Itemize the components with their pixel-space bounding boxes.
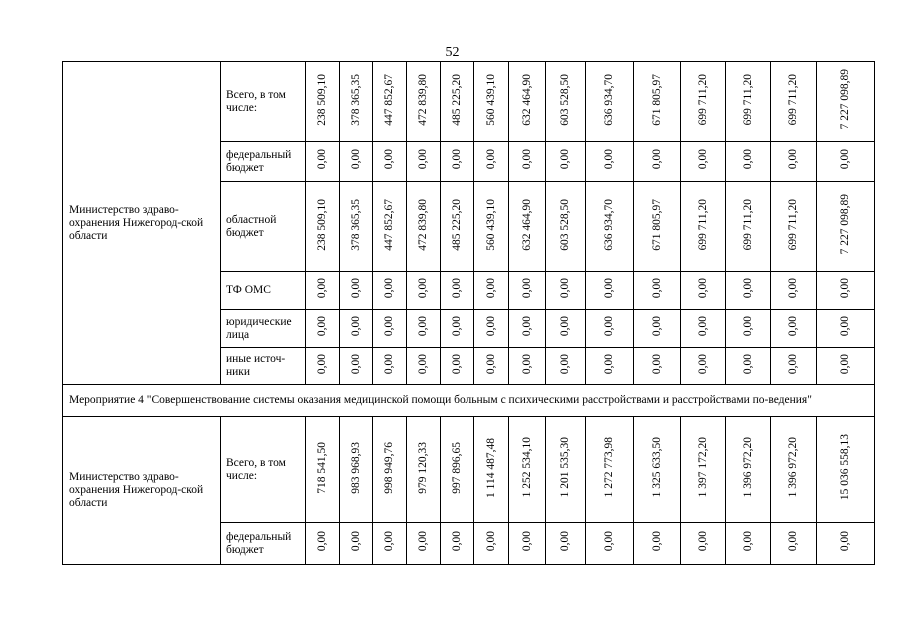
value-cell (681, 348, 726, 385)
value-cell (817, 417, 875, 523)
value-text: 0,00 (741, 149, 754, 170)
value-cell (509, 182, 546, 272)
value-text: 0,00 (696, 149, 709, 170)
value-text: 0,00 (450, 531, 463, 552)
value-cell (407, 62, 441, 142)
value-cell (586, 142, 634, 182)
value-text: 1 325 633,50 (650, 437, 663, 498)
value-text: 0,00 (484, 353, 497, 375)
value-text: 0,00 (417, 316, 429, 337)
value-cell (681, 142, 726, 182)
value-cell (726, 182, 771, 272)
value-cell (634, 310, 681, 348)
value-text: 7 227 098,89 (839, 69, 851, 130)
value-cell (509, 348, 546, 385)
value-cell (441, 417, 474, 523)
value-text: 699 711,20 (696, 73, 709, 126)
value-cell (817, 310, 875, 348)
value-cell (546, 272, 586, 310)
value-text: 378 365,35 (349, 73, 362, 126)
value-cell (306, 417, 340, 523)
value-text: 0,00 (383, 149, 395, 170)
value-text: 699 711,20 (741, 73, 754, 126)
value-text: 447 852,67 (383, 73, 395, 126)
organization-cell: Министерство здраво-охранения Нижегород-ской области (63, 417, 221, 565)
value-text: 0,00 (417, 353, 429, 375)
value-text: 485 225,20 (450, 73, 463, 126)
value-text: 0,00 (484, 278, 497, 299)
value-text: 0,00 (787, 316, 799, 337)
value-text: 0,00 (559, 353, 571, 375)
value-cell (634, 417, 681, 523)
value-text: 603 528,50 (559, 73, 571, 126)
value-text: 0,00 (316, 278, 328, 299)
value-text: 0,00 (383, 278, 395, 299)
value-cell (509, 310, 546, 348)
value-cell (681, 310, 726, 348)
value-cell (407, 523, 441, 565)
value-text: 0,00 (316, 316, 328, 337)
value-cell (546, 310, 586, 348)
value-text: 0,00 (349, 353, 362, 375)
value-text: 1 272 773,98 (603, 437, 615, 498)
value-text: 0,00 (603, 316, 615, 337)
value-cell (771, 142, 817, 182)
value-text: 7 227 098,89 (839, 194, 851, 255)
value-cell (373, 417, 407, 523)
value-cell (771, 348, 817, 385)
value-cell (817, 348, 875, 385)
value-cell (407, 417, 441, 523)
value-cell (441, 182, 474, 272)
value-cell (586, 310, 634, 348)
value-text: 699 711,20 (787, 198, 799, 251)
value-cell (726, 348, 771, 385)
value-cell (586, 523, 634, 565)
value-text: 718 541,50 (316, 441, 328, 494)
value-cell (340, 417, 373, 523)
value-text: 0,00 (839, 278, 851, 299)
value-cell (474, 182, 509, 272)
funding-source-cell: областной бюджет (221, 182, 306, 272)
value-cell (306, 142, 340, 182)
funding-source-cell: федеральный бюджет (221, 142, 306, 182)
value-text: 0,00 (520, 278, 533, 299)
value-cell (546, 417, 586, 523)
value-cell (726, 272, 771, 310)
value-text: 979 120,33 (417, 441, 429, 494)
value-text: 671 805,97 (650, 73, 663, 126)
value-cell (509, 417, 546, 523)
value-cell (634, 182, 681, 272)
value-cell (340, 142, 373, 182)
value-cell (509, 142, 546, 182)
value-text: 0,00 (650, 316, 663, 337)
value-text: 0,00 (696, 531, 709, 552)
value-text: 0,00 (603, 353, 615, 375)
value-cell (817, 182, 875, 272)
value-cell (546, 182, 586, 272)
value-text: 560 439,10 (484, 198, 497, 251)
value-cell (373, 62, 407, 142)
value-text: 0,00 (450, 149, 463, 170)
value-cell (441, 272, 474, 310)
value-cell (407, 142, 441, 182)
value-cell (509, 523, 546, 565)
value-cell (586, 417, 634, 523)
value-text: 699 711,20 (741, 198, 754, 251)
value-text: 1 396 972,20 (741, 437, 754, 498)
value-cell (441, 348, 474, 385)
value-text: 0,00 (696, 353, 709, 375)
value-text: 699 711,20 (787, 73, 799, 126)
value-cell (340, 62, 373, 142)
value-cell (546, 523, 586, 565)
value-text: 0,00 (484, 531, 497, 552)
value-text: 0,00 (839, 316, 851, 337)
value-cell (474, 310, 509, 348)
value-text: 0,00 (787, 531, 799, 552)
value-text: 238 509,10 (316, 73, 328, 126)
value-text: 0,00 (383, 353, 395, 375)
value-cell (306, 310, 340, 348)
value-cell (681, 523, 726, 565)
value-text: 636 934,70 (603, 73, 615, 126)
value-cell (509, 62, 546, 142)
value-text: 0,00 (787, 149, 799, 170)
funding-source-cell: юридические лица (221, 310, 306, 348)
value-cell (681, 182, 726, 272)
value-text: 0,00 (696, 278, 709, 299)
value-cell (441, 310, 474, 348)
value-cell (373, 272, 407, 310)
value-cell (407, 272, 441, 310)
value-text: 485 225,20 (450, 198, 463, 251)
value-cell (586, 272, 634, 310)
event-row (63, 385, 875, 417)
page-number: 52 (445, 45, 460, 60)
value-text: 0,00 (787, 278, 799, 299)
value-cell (306, 62, 340, 142)
value-text: 0,00 (383, 316, 395, 337)
value-text: 0,00 (383, 531, 395, 552)
value-text: 699 711,20 (696, 198, 709, 251)
value-text: 0,00 (839, 353, 851, 375)
value-cell (474, 272, 509, 310)
value-cell (373, 348, 407, 385)
value-text: 0,00 (417, 531, 429, 552)
funding-source-cell: Всего, в том числе: (221, 417, 306, 523)
value-text: 0,00 (559, 149, 571, 170)
value-cell (771, 310, 817, 348)
funding-source-cell: Всего, в том числе: (221, 62, 306, 142)
value-text: 0,00 (520, 149, 533, 170)
value-cell (681, 272, 726, 310)
value-cell (340, 272, 373, 310)
value-cell (586, 348, 634, 385)
value-text: 0,00 (603, 149, 615, 170)
value-text: 1 396 972,20 (787, 437, 799, 498)
value-cell (634, 523, 681, 565)
value-text: 0,00 (484, 316, 497, 337)
value-text: 1 114 487,48 (484, 437, 497, 498)
value-text: 1 397 172,20 (696, 437, 709, 498)
value-cell (634, 272, 681, 310)
value-text: 0,00 (520, 316, 533, 337)
value-text: 472 839,80 (417, 73, 429, 126)
value-cell (306, 348, 340, 385)
value-text: 0,00 (603, 531, 615, 552)
value-cell (586, 62, 634, 142)
value-text: 983 968,93 (349, 441, 362, 494)
value-text: 0,00 (787, 353, 799, 375)
value-cell (474, 348, 509, 385)
value-cell (306, 182, 340, 272)
value-cell (817, 523, 875, 565)
value-cell (681, 417, 726, 523)
value-cell (634, 62, 681, 142)
value-cell (474, 142, 509, 182)
value-text: 1 201 535,30 (559, 437, 571, 498)
value-text: 1 252 534,10 (520, 437, 533, 498)
value-cell (474, 523, 509, 565)
value-text: 472 839,80 (417, 198, 429, 251)
value-cell (546, 348, 586, 385)
value-text: 603 528,50 (559, 198, 571, 251)
value-text: 0,00 (417, 149, 429, 170)
value-text: 560 439,10 (484, 73, 497, 126)
value-cell (340, 310, 373, 348)
value-cell (726, 417, 771, 523)
value-text: 636 934,70 (603, 198, 615, 251)
value-text: 0,00 (316, 353, 328, 375)
value-text: 15 036 558,13 (839, 434, 851, 501)
value-text: 0,00 (484, 149, 497, 170)
value-cell (817, 62, 875, 142)
value-text: 0,00 (559, 278, 571, 299)
value-cell (441, 62, 474, 142)
value-cell (340, 523, 373, 565)
organization-cell: Министерство здраво-охранения Нижегород-ской области (63, 62, 221, 385)
value-text: 0,00 (450, 316, 463, 337)
value-text: 0,00 (839, 149, 851, 170)
value-text: 0,00 (741, 316, 754, 337)
event-title: Мероприятие 4 "Совершенствование системы оказания медицинской помощи больным с психическими расстройствами и расстройствами по-ведения" (63, 385, 875, 417)
value-cell (817, 272, 875, 310)
funding-source-cell: иные источ-ники (221, 348, 306, 385)
value-text: 0,00 (559, 316, 571, 337)
value-cell (474, 417, 509, 523)
value-cell (407, 182, 441, 272)
value-cell (373, 523, 407, 565)
value-cell (726, 62, 771, 142)
value-cell (726, 523, 771, 565)
value-text: 0,00 (741, 531, 754, 552)
value-cell (771, 182, 817, 272)
value-cell (340, 348, 373, 385)
value-text: 0,00 (650, 531, 663, 552)
value-cell (407, 310, 441, 348)
value-text: 0,00 (650, 149, 663, 170)
value-cell (634, 142, 681, 182)
value-text: 0,00 (839, 531, 851, 552)
budget-table (62, 61, 875, 565)
value-cell (771, 272, 817, 310)
value-text: 0,00 (450, 278, 463, 299)
value-cell (306, 272, 340, 310)
value-text: 0,00 (520, 531, 533, 552)
value-cell (373, 310, 407, 348)
value-text: 998 949,76 (383, 441, 395, 494)
funding-source-cell: ТФ ОМС (221, 272, 306, 310)
table-row (63, 417, 875, 523)
value-text: 238 509,10 (316, 198, 328, 251)
value-text: 447 852,67 (383, 198, 395, 251)
value-text: 0,00 (650, 353, 663, 375)
value-cell (817, 142, 875, 182)
value-cell (340, 182, 373, 272)
value-cell (586, 182, 634, 272)
value-text: 632 464,90 (520, 73, 533, 126)
value-cell (546, 142, 586, 182)
value-cell (441, 142, 474, 182)
value-cell (771, 62, 817, 142)
value-text: 0,00 (741, 278, 754, 299)
value-text: 378 365,35 (349, 198, 362, 251)
value-text: 997 896,65 (450, 441, 463, 494)
value-cell (726, 142, 771, 182)
value-text: 0,00 (316, 149, 328, 170)
value-cell (546, 62, 586, 142)
value-text: 671 805,97 (650, 198, 663, 251)
value-cell (634, 348, 681, 385)
value-text: 0,00 (450, 353, 463, 375)
value-cell (407, 348, 441, 385)
value-cell (726, 310, 771, 348)
value-text: 0,00 (417, 278, 429, 299)
value-cell (509, 272, 546, 310)
value-text: 0,00 (603, 278, 615, 299)
funding-source-cell: федеральный бюджет (221, 523, 306, 565)
value-cell (441, 523, 474, 565)
value-text: 0,00 (316, 531, 328, 552)
value-text: 0,00 (349, 316, 362, 337)
value-text: 0,00 (349, 278, 362, 299)
value-text: 632 464,90 (520, 198, 533, 251)
value-cell (771, 417, 817, 523)
value-text: 0,00 (349, 531, 362, 552)
value-text: 0,00 (520, 353, 533, 375)
value-cell (373, 142, 407, 182)
value-text: 0,00 (741, 353, 754, 375)
value-cell (373, 182, 407, 272)
value-cell (771, 523, 817, 565)
value-cell (474, 62, 509, 142)
value-cell (681, 62, 726, 142)
value-text: 0,00 (696, 316, 709, 337)
table-row (63, 62, 875, 142)
value-text: 0,00 (559, 531, 571, 552)
value-text: 0,00 (349, 149, 362, 170)
value-text: 0,00 (650, 278, 663, 299)
value-cell (306, 523, 340, 565)
